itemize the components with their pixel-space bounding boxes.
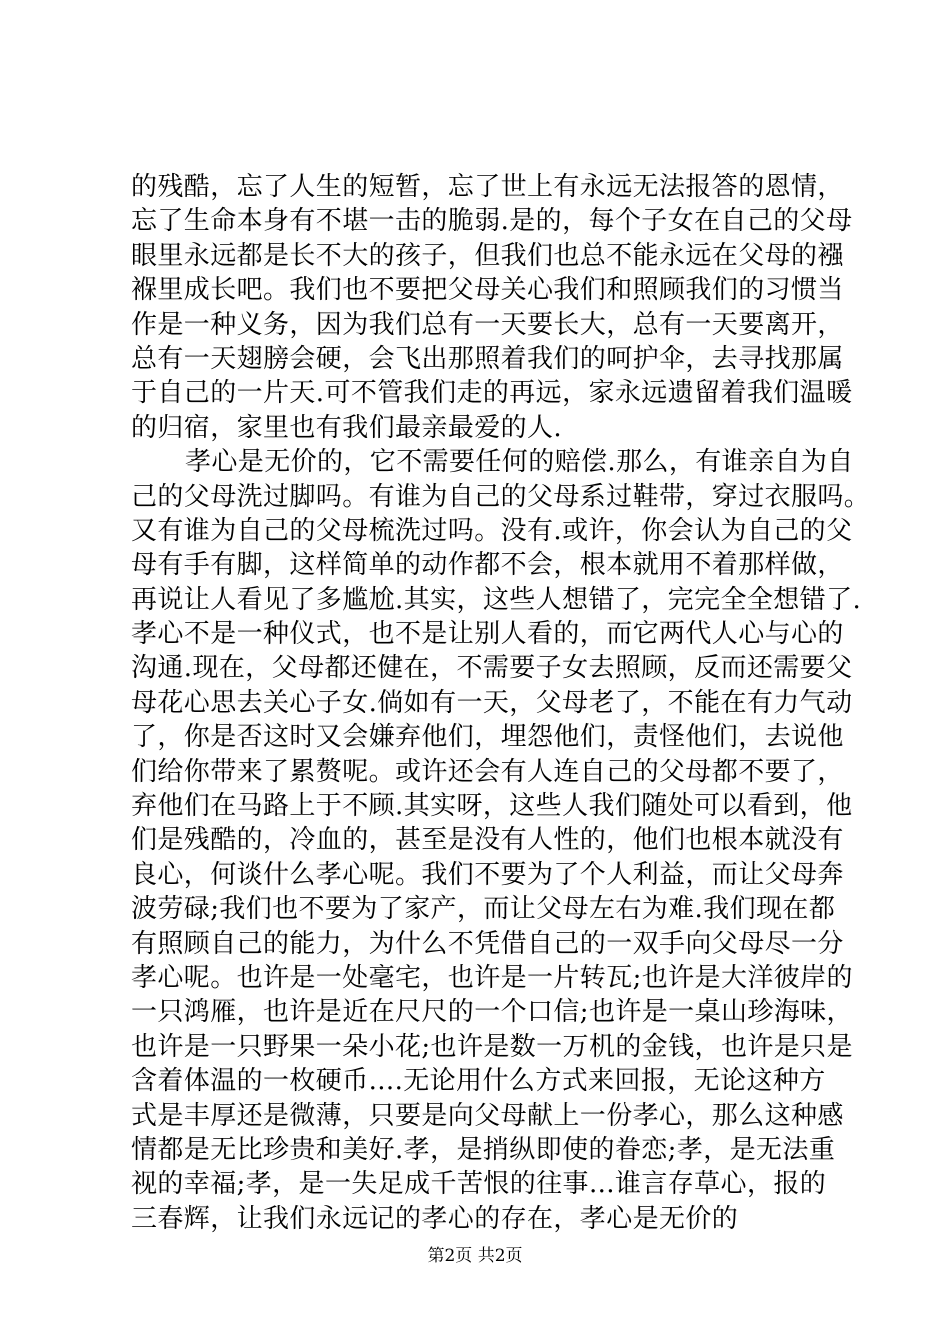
text-line: 眼里永远都是长不大的孩子，但我们也总不能永远在父母的襁: [131, 240, 844, 271]
text-line: 波劳碌;我们也不要为了家产，而让父母左右为难.我们现在都: [131, 894, 836, 925]
text-line: 情都是无比珍贵和美好.孝，是捎纵即使的眷恋;孝，是无法重: [131, 1134, 836, 1165]
text-line: 良心，何谈什么孝心呢。我们不要为了个人利益，而让父母奔: [131, 859, 844, 890]
text-line: 己的父母洗过脚吗。有谁为自己的父母系过鞋带，穿过衣服吗。: [131, 481, 871, 512]
text-line: 的残酷，忘了人生的短暂，忘了世上有永远无法报答的恩情，: [131, 172, 844, 202]
text-line: 有照顾自己的能力，为什么不凭借自己的一双手向父母尽一分: [131, 928, 844, 959]
text-line: 母有手有脚，这样简单的动作都不会，根本就用不着那样做，: [131, 550, 844, 581]
text-line: 了，你是否这时又会嫌弃他们，埋怨他们，责怪他们，去说他: [131, 722, 844, 753]
text-line: 们给你带来了累赘呢。或许还会有人连自己的父母都不要了，: [131, 756, 844, 787]
text-line: 们是残酷的，冷血的，甚至是没有人性的，他们也根本就没有: [131, 825, 844, 856]
text-line: 作是一种义务，因为我们总有一天要长大，总有一天要离开，: [131, 309, 844, 340]
text-line: 含着体温的一枚硬币....无论用什么方式来回报，无论这种方: [131, 1066, 826, 1097]
text-line: 的归宿，家里也有我们最亲最爱的人.: [131, 412, 563, 443]
text-line: 孝心不是一种仪式，也不是让别人看的，而它两代人心与心的: [131, 619, 844, 650]
text-line: 视的幸福;孝，是一失足成千苦恨的往事...谁言存草心，报的: [131, 1169, 827, 1200]
text-line: 孝心呢。也许是一处毫宅，也许是一片转瓦;也许是大洋彼岸的: [131, 962, 853, 993]
text-line: 又有谁为自己的父母梳洗过吗。没有.或许，你会认为自己的父: [131, 515, 853, 546]
text-line: 式是丰厚还是微薄，只要是向父母献上一份孝心，那么这种感: [131, 1100, 844, 1131]
text-line: 一只鸿雁，也许是近在尺尺的一个口信;也许是一桌山珍海味，: [131, 997, 853, 1028]
document-body: [131, 170, 871, 1236]
text-line: 于自己的一片天.可不管我们走的再远，家永远遗留着我们温暖: [131, 378, 853, 409]
text-line: 沟通.现在，父母都还健在，不需要子女去照顾，反而还需要父: [131, 653, 853, 684]
text-line: 忘了生命本身有不堪一击的脆弱.是的，每个子女在自己的父母: [131, 206, 853, 237]
text-line: 也许是一只野果一朵小花;也许是数一万机的金钱，也许是只是: [131, 1031, 853, 1062]
text-line: 再说让人看见了多尴尬.其实，这些人想错了，完完全全想错了.: [131, 584, 862, 615]
text-line: 三春辉，让我们永远记的孝心的存在，孝心是无价的: [131, 1203, 739, 1234]
page-number-footer: 第2页 共2页: [427, 1246, 523, 1266]
text-line: 母花心思去关心子女.倘如有一天，父母老了，不能在有力气动: [131, 687, 853, 718]
text-line: 褓里成长吧。我们也不要把父母关心我们和照顾我们的习惯当: [131, 275, 844, 306]
text-line: 总有一天翅膀会硬，会飞出那照着我们的呵护伞，去寻找那属: [131, 343, 844, 374]
paragraph-start-line: 孝心是无价的，它不需要任何的赔偿.那么，有谁亲自为自: [185, 447, 854, 478]
text-line: 弃他们在马路上于不顾.其实呀，这些人我们随处可以看到，他: [131, 791, 853, 822]
